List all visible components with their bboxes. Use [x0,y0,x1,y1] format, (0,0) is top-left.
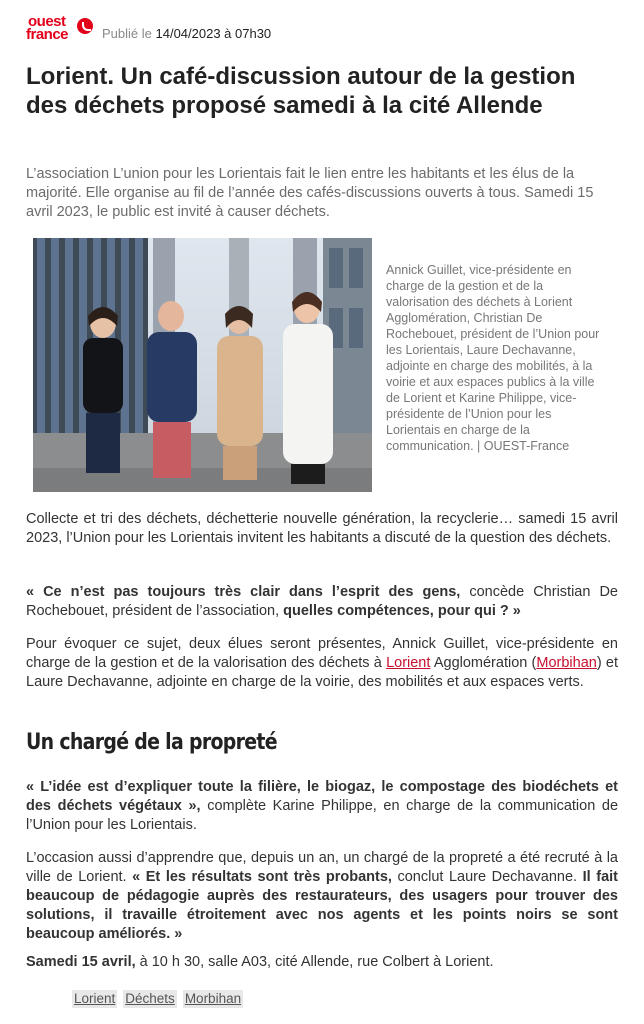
tag-morbihan[interactable]: Morbihan [184,991,242,1006]
tag-lorient[interactable]: Lorient [74,991,116,1006]
link-morbihan[interactable]: Morbihan [536,655,597,671]
paragraph-3 [26,635,618,692]
tag-list [72,990,243,1008]
published-date: 14/04/2023 à 07h30 [155,26,272,41]
article-title: Lorient. Un café-discussion autour de la gestion des déchets proposé samedi à la cité Allende [26,63,576,119]
logo-word-ouest: ouest [28,13,66,30]
article-lead: L’association L’union pour les Lorientais fait le lien entre les habitants et les élus de la majorité. Elle organise au fil de l’année des cafés-discussions ouverts à tous. Samedi 15 avril 2023, le public est invité à causer déchets. [26,166,594,220]
link-lorient[interactable]: Lorient [386,655,431,671]
published-label: Publié le [102,26,152,41]
paragraph-4-text: complète Karine Philippe, en charge de la communication de l’Union pour les Lorientais. [26,798,619,833]
article-photo [33,238,372,492]
event-details: à 10 h 30, salle A03, cité Allende, rue Colbert à Lorient. [135,954,494,970]
paragraph-2 [26,583,618,621]
paragraph-5-text-a: L’occasion aussi d’apprendre que, depuis un an, un chargé de la propreté a été recruté à la ville de Lorient. [26,850,618,885]
paragraph-5 [26,849,618,944]
logo-mark-icon [77,18,93,34]
paragraph-2-text: concède Christian De Rochebouet, président de l’association, [26,584,618,619]
quote-christian-2: quelles compétences, pour qui ? » [283,603,521,619]
quote-laure-1: « Et les résultats sont très probants, [132,869,392,885]
paragraph-3-text-c: ) et Laure Dechavanne, adjointe en charge de la voirie, des mobilités et aux espaces verts. [26,655,618,690]
paragraph-4 [26,778,618,835]
paragraph-1: Collecte et tri des déchets, déchetterie nouvelle génération, la recyclerie… samedi 15 avril 2023, l’Union pour les Lorientais invitent les habitants a discuté de la question des déchets. [26,511,618,546]
paragraph-5-text-b: conclut Laure Dechavanne. [391,869,583,885]
paragraph-6 [26,953,618,972]
logo-word-france: france [26,26,69,43]
ouest-france-logo[interactable] [26,14,98,44]
quote-laure-2: Il fait beaucoup de pédagogie auprès des restaurateurs, des usagers pour trouver des solutions, il travaille étroitement avec nos agents et les points noirs se sont beaucoup améliorés. » [26,869,619,942]
paragraph-3-text-b: Agglomération ( [430,655,537,671]
photo-caption: Annick Guillet, vice-présidente en charge de la gestion et de la valorisation des déchets à Lorient Agglomération, Christian De Rochebouet, président de l’Union pour les Lorientais, Laure Dechavanne, adjointe en charge des mobilités, à la voirie et aux espaces publics à la ville de Lorient et Karine Philippe, vice-présidente de l’Union pour les Lorientais en charge de la communication. | OUEST-France [386,263,600,453]
photo-illustration [33,238,372,492]
publication-info [102,26,271,41]
tag-dechets[interactable]: Déchets [125,991,175,1006]
quote-christian-1: « Ce n’est pas toujours très clair dans l’esprit des gens, [26,584,461,600]
event-date: Samedi 15 avril, [26,954,136,970]
paragraph-3-text-a: Pour évoquer ce sujet, deux élues seront présentes, Annick Guillet, vice-présidente en charge de la gestion et de la valorisation des déchets à [26,636,618,671]
quote-karine: « L’idée est d’expliquer toute la filière, le biogaz, le compostage des biodéchets et des déchets végétaux », [26,779,618,814]
section-subtitle: Un chargé de la propreté [26,730,277,755]
